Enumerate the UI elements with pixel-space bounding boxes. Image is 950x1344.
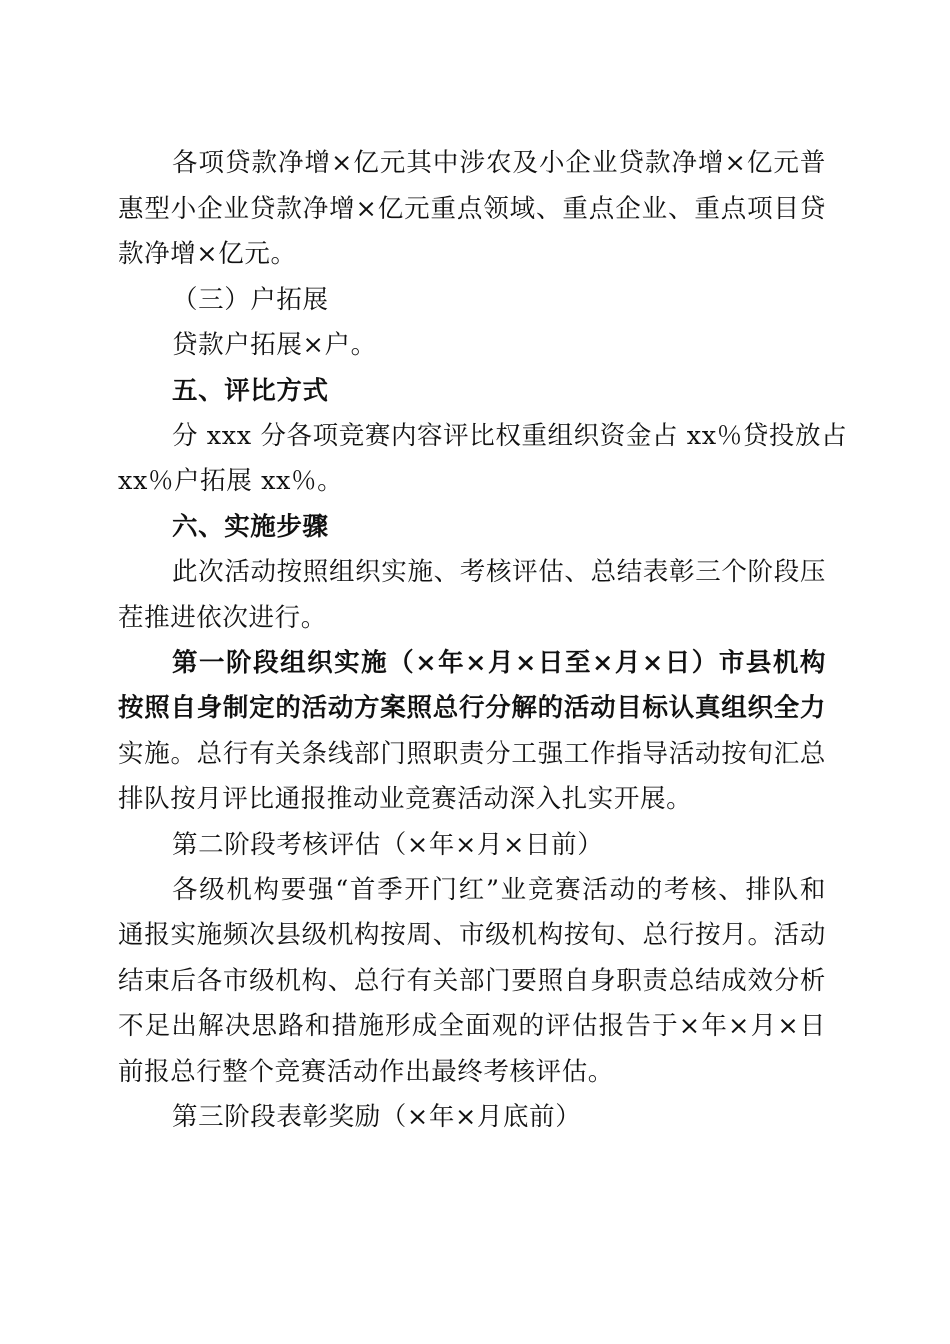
heading-evaluation-method: 五、评比方式 [172, 376, 329, 406]
paragraph-customer-expansion: 贷款户拓展×户。 [172, 330, 377, 360]
subheading-stage-two: 第二阶段考核评估（×年×月×日前） [172, 830, 604, 860]
paragraph-stage-one-line-4: 排队按月评比通报推动业竞赛活动深入扎实开展。 [118, 784, 693, 814]
paragraph-stage-one-line-2: 按照自身制定的活动方案照总行分解的活动目标认真组织全力 [118, 693, 826, 723]
paragraph-loans-line-1: 各项贷款净增×亿元其中涉农及小企业贷款净增×亿元普 [172, 148, 826, 178]
paragraph-stages-line-2: 茬推进依次进行。 [118, 603, 327, 633]
paragraph-stage-two-line-1: 各级机构要强“首季开门红”业竞赛活动的考核、排队和 [172, 875, 826, 905]
paragraph-stage-one-line-1: 第一阶段组织实施（×年×月×日至×月×日）市县机构 [172, 648, 826, 678]
paragraph-stage-two-line-3: 结束后各市级机构、总行有关部门要照自身职责总结成效分析 [118, 966, 826, 996]
paragraph-evaluation-line-1: 分 xxx 分各项竞赛内容评比权重组织资金占 xx％贷投放占 [172, 421, 848, 451]
subheading-customer-expansion: （三）户拓展 [172, 285, 329, 315]
paragraph-stage-two-line-4: 不足出解决思路和措施形成全面观的评估报告于×年×月×日 [118, 1011, 826, 1041]
subheading-stage-three: 第三阶段表彰奖励（×年×月底前） [172, 1102, 582, 1132]
paragraph-stages-line-1: 此次活动按照组织实施、考核评估、总结表彰三个阶段压 [172, 557, 826, 587]
heading-implementation-steps: 六、实施步骤 [172, 512, 329, 542]
paragraph-loans-line-3: 款净增×亿元。 [118, 239, 297, 269]
paragraph-evaluation-line-2: xx％户拓展 xx％。 [118, 466, 344, 496]
paragraph-loans-line-2: 惠型小企业贷款净增×亿元重点领域、重点企业、重点项目贷 [118, 194, 826, 224]
paragraph-stage-one-line-3: 实施。总行有关条线部门照职责分工强工作指导活动按旬汇总 [118, 739, 826, 769]
paragraph-stage-two-line-2: 通报实施频次县级机构按周、市级机构按旬、总行按月。活动 [118, 920, 826, 950]
paragraph-stage-two-line-5: 前报总行整个竞赛活动作出最终考核评估。 [118, 1057, 614, 1087]
